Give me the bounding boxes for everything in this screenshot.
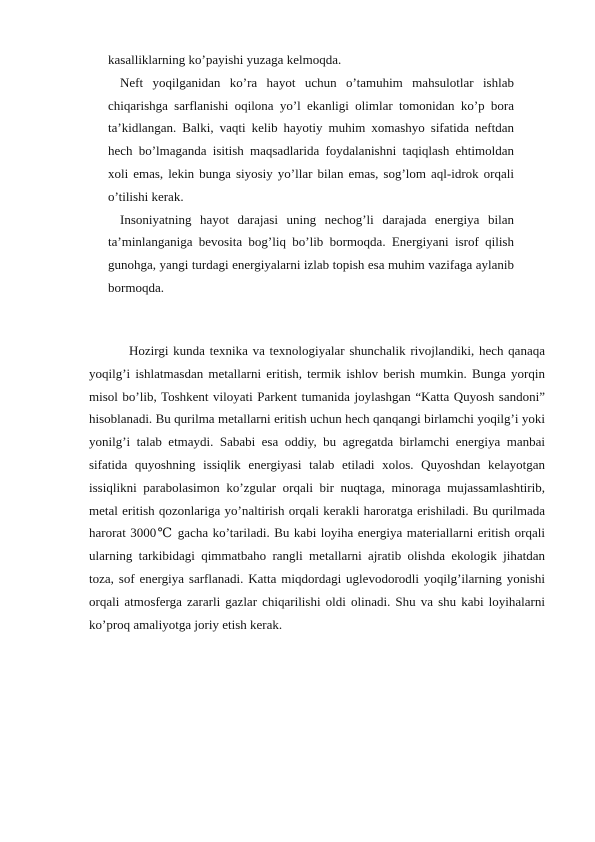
paragraph-oil-usage: Neft yoqilganidan ko’ra hayot uchun o’tamuhim mahsulotlar ishlab chiqarishga sarflanishi oqilona yo’l ekanligi olimlar tomonidan ko’p bora ta’kidlangan. Balki, vaqti kelib hayotiy muhim xomashyo sifatida neftdan hech bo’lmaganda isitish maqsadlarida foydalanishni taqiqlash ehtimoldan xoli emas, lekin bunga siyosiy yo’llar bilan emas, sog’lom aql-idrok orqali o’tilishi kerak. bbox=[108, 74, 514, 204]
main-text-block bbox=[89, 340, 545, 636]
indented-text-block bbox=[108, 49, 514, 300]
paragraph-energy-level: Insoniyatning hayot darajasi uning nechog’li darajada energiya bilan ta’minlanganiga bevosita bog’liq bo’lib bormoqda. Energiyani isrof qilish gunohga, yangi turdagi energiyalarni izlab topish esa muhim vazifaga aylanib bormoqda. bbox=[108, 211, 514, 295]
paragraph-continuation: kasalliklarning ko’payishi yuzaga kelmoqda. bbox=[108, 52, 342, 67]
paragraph-solar-furnace: Hozirgi kunda texnika va texnologiyalar shunchalik rivojlandiki, hech qanaqa yoqilg’i ishlatmasdan metallarni eritish, termik ishlov berish mumkin. Bunga yorqin misol bo’lib, Toshkent viloyati Parkent tumanida joylashgan “Katta Quyosh sandoni” hisoblanadi. Bu qurilma metallarni eritish uchun hech qanqangi birlamchi yoqilg’i yoki yonilg’i talab etmaydi. Sababi esa oddiy, bu agregatda birlamchi energiya manbai sifatida quyoshning issiqlik energiyasi talab etiladi xolos. Quyoshdan kelayotgan issiqlikni parabolasimon ko’zgular orqali bir nuqtaga, minoraga mujassamlashtirib, metal eritish qozonlariga yo’naltirish orqali kerakli haroratga erishiladi. Bu qurilmada harorat 3000℃ gacha ko’tariladi. Bu kabi loyiha energiya materiallarni eritish orqali ularning tarkibidagi qimmatbaho rangli metallarni ajratib olishda ekologik jihatdan toza, sof energiya sarflanadi. Katta miqdordagi uglevodorodli yoqilg’ilarning yonishi orqali atmosferga zararli gazlar chiqarilishi oldi olinadi. Shu va shu kabi loyihalarni ko’proq amaliyotga joriy etish kerak. bbox=[89, 343, 545, 632]
